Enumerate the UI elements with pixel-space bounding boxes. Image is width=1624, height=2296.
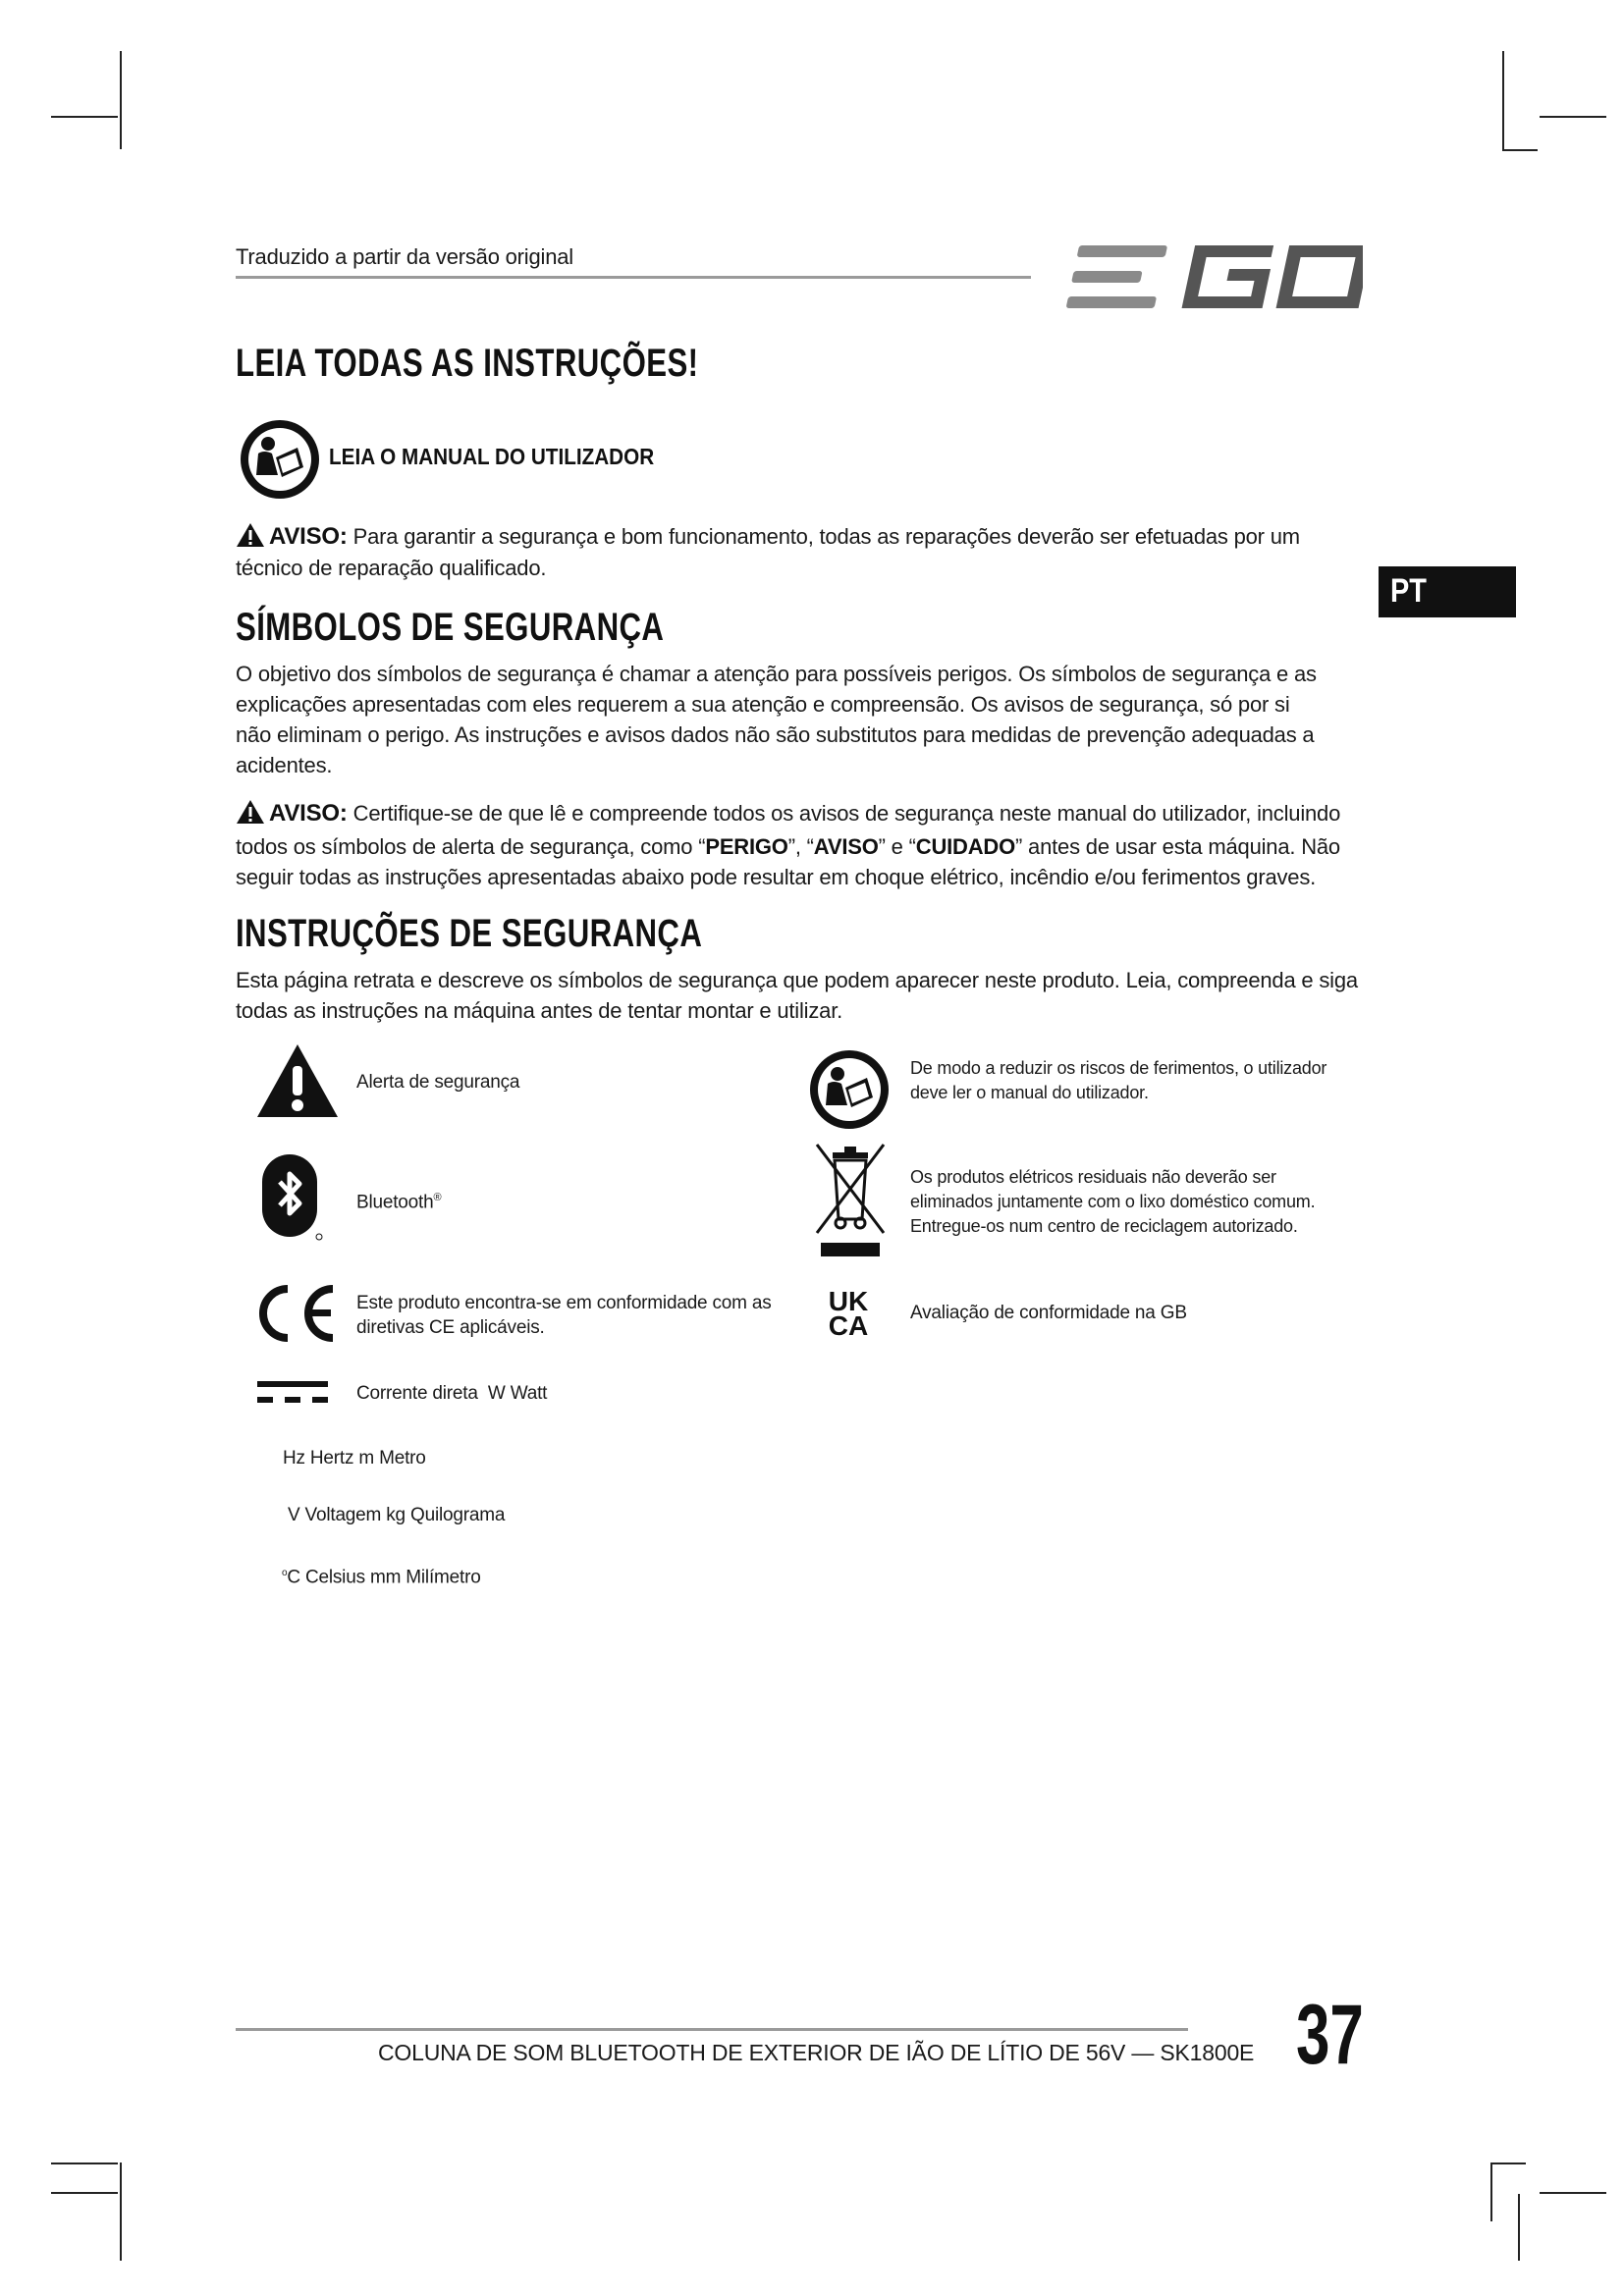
symbol-ce-label xyxy=(356,1291,772,1340)
heading-safety-symbols: SÍMBOLOS DE SEGURANÇA xyxy=(236,606,665,649)
header-subtitle: Traduzido a partir da versão original xyxy=(236,244,573,269)
manual-line-2: deve ler o manual do utilizador. xyxy=(910,1083,1149,1102)
crop-mark xyxy=(1490,2163,1526,2164)
separator: ”, “ xyxy=(787,834,814,859)
degree-mark: o xyxy=(282,1568,288,1578)
page-number: 37 xyxy=(1296,1988,1364,2082)
crop-mark xyxy=(1490,2163,1492,2221)
ukca-mark-icon xyxy=(821,1286,876,1344)
keyword-cuidado: CUIDADO xyxy=(915,834,1016,859)
ce-line-1: Este produto encontra-se em conformidade com as xyxy=(356,1293,772,1313)
paragraph-line: explicações apresentadas com eles requerem a sua atenção e compreensão. Os avisos de segurança, só por si xyxy=(236,692,1290,717)
warning-1 xyxy=(236,521,1300,556)
symbol-alert-label: Alerta de segurança xyxy=(356,1072,520,1093)
footer-rule xyxy=(236,2028,1188,2031)
weee-line-2: eliminados juntamente com o lixo doméstico comum. xyxy=(910,1192,1316,1211)
safety-alert-icon xyxy=(255,1042,340,1119)
warning-2-line-2-post: ” antes de usar esta máquina. Não xyxy=(1015,834,1340,859)
crop-mark xyxy=(51,116,118,118)
warning-1-label: AVISO: xyxy=(269,523,348,550)
warning-2-line-2-pre: todos os símbolos de alerta de segurança, como “ xyxy=(236,834,706,859)
warning-2 xyxy=(236,798,1340,832)
language-tab xyxy=(1379,566,1516,617)
warning-2-line-3: seguir todas as instruções apresentadas abaixo pode resultar em choque elétrico, incêndio e/ou ferimentos graves. xyxy=(236,865,1317,889)
keyword-perigo: PERIGO xyxy=(705,834,788,859)
ukca-top: UK xyxy=(828,1286,869,1316)
registered-mark: ® xyxy=(433,1192,442,1203)
celsius-text: C Celsius mm Milímetro xyxy=(287,1567,481,1588)
crop-mark xyxy=(1502,51,1504,149)
crop-mark xyxy=(120,51,122,149)
crop-mark xyxy=(51,2192,118,2194)
symbols-paragraph xyxy=(236,659,1317,780)
read-manual-icon xyxy=(808,1048,891,1131)
symbol-hz-label: Hz Hertz m Metro xyxy=(283,1448,426,1468)
crop-mark xyxy=(1518,2194,1520,2261)
warning-2-text: Certifique-se de que lê e compreende todos os avisos de segurança neste manual do utilizador, incluindo xyxy=(352,801,1341,826)
weee-line-3: Entregue-os num centro de reciclagem autorizado. xyxy=(910,1216,1298,1236)
paragraph-line: acidentes. xyxy=(236,753,333,777)
keyword-aviso: AVISO xyxy=(813,834,879,859)
paragraph-line: O objetivo dos símbolos de segurança é chamar a atenção para possíveis perigos. Os símbolos de segurança e as xyxy=(236,662,1317,686)
instructions-paragraph xyxy=(236,965,1358,1026)
heading-read-all: LEIA TODAS AS INSTRUÇÕES! xyxy=(236,342,699,385)
warning-2-line-2 xyxy=(236,831,1340,862)
symbol-volt-label: V Voltagem kg Quilograma xyxy=(288,1505,506,1525)
weee-bin-icon xyxy=(811,1139,890,1258)
footer-product: COLUNA DE SOM BLUETOOTH DE EXTERIOR DE IÃO DE LÍTIO DE 56V — SK1800E xyxy=(378,2040,1255,2065)
symbol-celsius-label xyxy=(282,1561,481,1589)
crop-mark xyxy=(51,2163,118,2164)
warning-triangle-icon xyxy=(236,522,265,556)
paragraph-line: não eliminam o perigo. As instruções e avisos dados não são substitutos para medidas de prevenção adequadas a xyxy=(236,722,1315,747)
warning-2-label: AVISO: xyxy=(269,800,348,827)
bluetooth-text: Bluetooth xyxy=(356,1192,434,1213)
warning-triangle-icon xyxy=(236,799,265,832)
heading-safety-instructions: INSTRUÇÕES DE SEGURANÇA xyxy=(236,912,703,955)
paragraph-line: todas as instruções na máquina antes de tentar montar e utilizar. xyxy=(236,998,843,1023)
bluetooth-icon xyxy=(260,1152,325,1243)
symbol-bluetooth-label xyxy=(356,1186,441,1214)
symbol-manual-label xyxy=(910,1056,1326,1105)
crop-mark xyxy=(1502,149,1538,151)
warning-1-text-2: técnico de reparação qualificado. xyxy=(236,556,547,580)
manual-label: LEIA O MANUAL DO UTILIZADOR xyxy=(329,444,655,469)
separator: ” e “ xyxy=(878,834,916,859)
symbol-dc-label: Corrente direta W Watt xyxy=(356,1383,548,1404)
manual-line-1: De modo a reduzir os riscos de ferimentos, o utilizador xyxy=(910,1058,1327,1078)
direct-current-icon xyxy=(257,1379,328,1407)
ego-logo-icon xyxy=(1058,241,1363,312)
paragraph-line: Esta página retrata e descreve os símbolos de segurança que podem aparecer neste produto. Leia, compreenda e siga xyxy=(236,968,1358,992)
symbol-weee-label xyxy=(910,1165,1315,1239)
ce-mark-icon xyxy=(250,1283,339,1344)
header-rule xyxy=(236,276,1031,279)
ukca-bottom: CA xyxy=(828,1310,869,1341)
crop-mark xyxy=(1540,2192,1606,2194)
symbol-ukca-label: Avaliação de conformidade na GB xyxy=(910,1303,1187,1323)
weee-line-1: Os produtos elétricos residuais não deverão ser xyxy=(910,1167,1276,1187)
crop-mark xyxy=(1540,116,1606,118)
ego-logo xyxy=(1058,241,1363,312)
warning-1-text: Para garantir a segurança e bom funcionamento, todas as reparações deverão ser efetuadas por um xyxy=(352,524,1300,549)
ce-line-2: diretivas CE aplicáveis. xyxy=(356,1317,545,1338)
read-manual-icon xyxy=(239,418,321,501)
language-tab-label: PT xyxy=(1390,572,1427,610)
crop-mark xyxy=(120,2163,122,2261)
